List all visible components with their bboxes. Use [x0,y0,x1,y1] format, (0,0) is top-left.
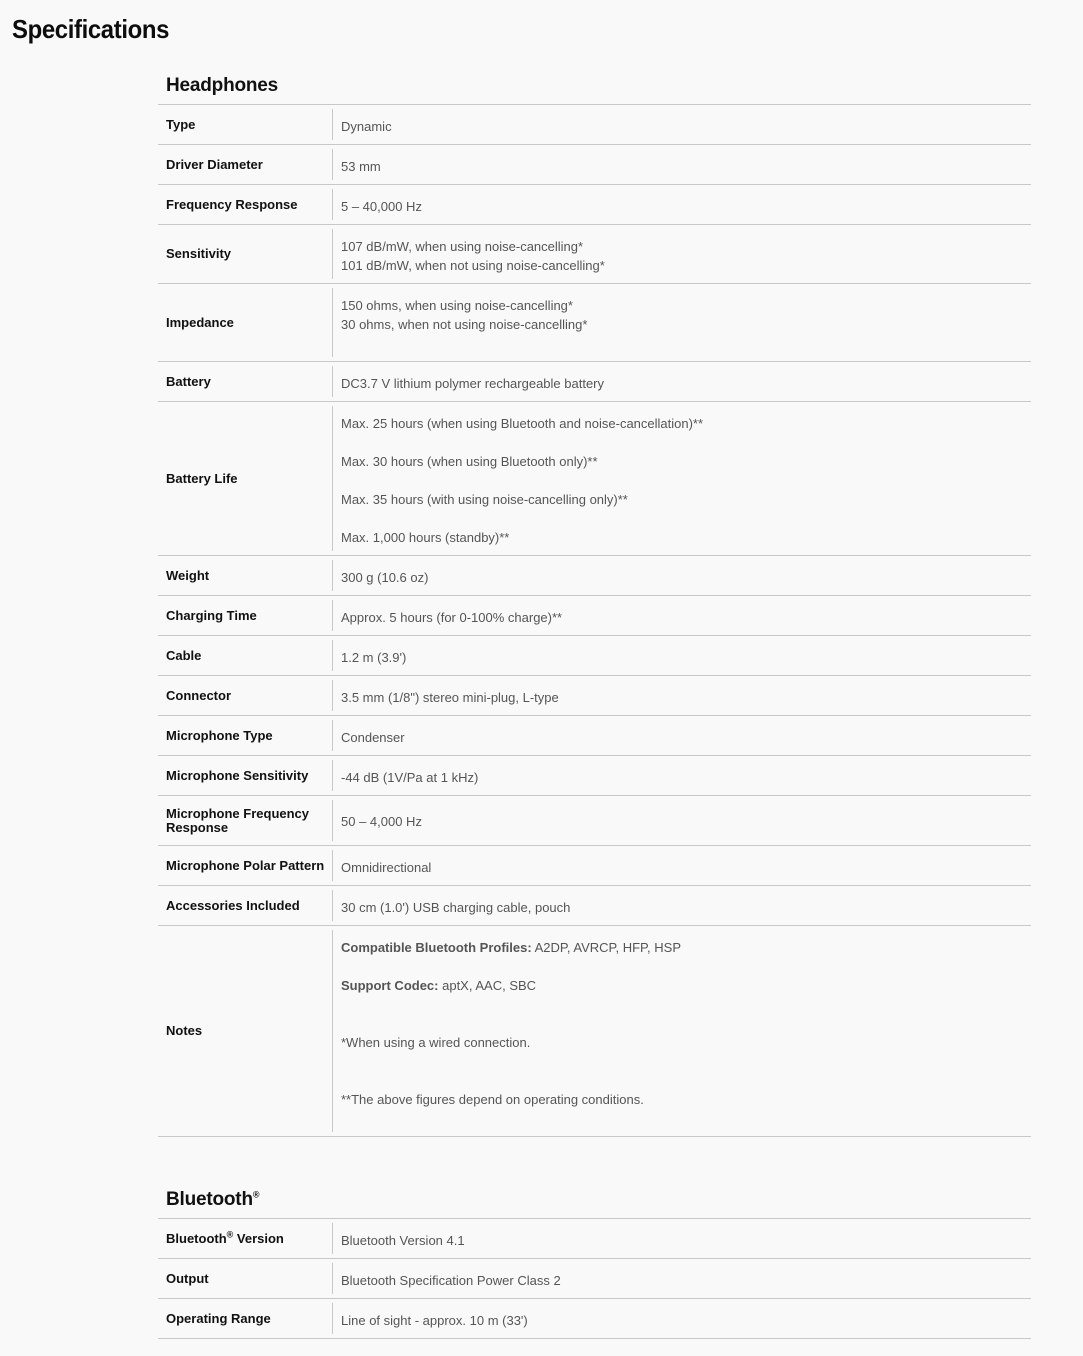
spec-label: Microphone Sensitivity [158,756,333,795]
spec-row-type [158,105,1031,145]
spec-value-line: Max. 25 hours (when using Bluetooth and noise-cancellation)** [341,416,704,431]
spec-value: -44 dB (1V/Pa at 1 kHz) [341,770,479,785]
spec-value: 3.5 mm (1/8") stereo mini-plug, L-type [341,690,559,705]
spec-row-microphone-frequency-response [158,796,1031,846]
spec-value: 30 cm (1.0') USB charging cable, pouch [341,900,571,915]
spec-row-weight [158,556,1031,596]
spec-row-output [158,1259,1031,1299]
spec-label: Battery Life [158,402,333,555]
spec-row-microphone-type [158,716,1031,756]
spec-value: Line of sight - approx. 10 m (33') [341,1313,528,1328]
registered-mark: ® [226,1229,234,1240]
notes-codec-value: aptX, AAC, SBC [438,978,537,993]
spec-value: Bluetooth Specification Power Class 2 [341,1273,561,1288]
notes-profiles-value: A2DP, AVRCP, HFP, HSP [531,940,682,955]
spec-label: Type [158,105,333,144]
section-title-bluetooth [158,1186,1031,1219]
spec-row-charging-time [158,596,1031,636]
spec-value-line: Max. 35 hours (with using noise-cancelling only)** [341,492,628,507]
bluetooth-section [158,1186,1031,1339]
spec-value: Dynamic [341,119,392,134]
spec-row-cable [158,636,1031,676]
spec-label: Impedance [158,284,333,361]
spec-row-driver-diameter [158,145,1031,185]
spec-label: Cable [158,636,333,675]
spec-value-line: 30 ohms, when not using noise-cancelling* [341,317,588,332]
spec-value: 5 – 40,000 Hz [341,199,422,214]
spec-label-text: Bluetooth [166,1230,227,1246]
spec-row-connector [158,676,1031,716]
spec-row-impedance [158,284,1031,362]
spec-value [333,284,1031,361]
spec-row-notes [158,926,1031,1137]
spec-row-accessories-included [158,886,1031,926]
spec-value-line: Max. 30 hours (when using Bluetooth only)** [341,454,598,469]
spec-value-line: 150 ohms, when using noise-cancelling* [341,298,573,313]
notes-footnote-conditions: **The above figures depend on operating conditions. [341,1092,644,1107]
notes-footnote-wired: *When using a wired connection. [341,1035,531,1050]
spec-label: Accessories Included [158,886,333,925]
spec-label [158,1219,333,1258]
spec-value-line: 101 dB/mW, when not using noise-cancelling* [341,258,605,273]
spec-label: Microphone Polar Pattern [158,846,333,885]
spec-label: Notes [158,926,333,1136]
spec-value: Bluetooth Version 4.1 [341,1233,465,1248]
spec-value: 300 g (10.6 oz) [341,570,429,585]
notes-codec-label: Support Codec: [341,978,439,993]
page-title: Specifications [12,14,170,44]
spec-row-operating-range [158,1299,1031,1339]
spec-label: Battery [158,362,333,401]
registered-mark: ® [252,1189,260,1200]
section-title-headphones: Headphones [158,72,1031,105]
spec-value-line: 107 dB/mW, when using noise-cancelling* [341,239,584,254]
spec-value: 1.2 m (3.9') [341,650,407,665]
spec-value [333,225,1031,283]
spec-row-microphone-sensitivity [158,756,1031,796]
notes-codec [341,976,1023,995]
spec-value [333,402,1031,555]
spec-value [333,926,1031,1136]
spec-row-microphone-polar-pattern [158,846,1031,886]
spec-label: Operating Range [158,1299,333,1338]
spec-row-battery [158,362,1031,402]
headphones-section [158,72,1031,1137]
spec-label: Charging Time [158,596,333,635]
spec-row-sensitivity [158,225,1031,284]
spec-label: Driver Diameter [158,145,333,184]
spec-row-frequency-response [158,185,1031,225]
spec-value: Omnidirectional [341,860,432,875]
spec-label: Microphone Frequency Response [158,796,333,845]
spec-row-battery-life [158,402,1031,556]
notes-profiles [341,938,1023,957]
spec-value: DC3.7 V lithium polymer rechargeable battery [341,376,605,391]
spec-value: Approx. 5 hours (for 0-100% charge)** [341,610,563,625]
spec-label: Sensitivity [158,225,333,283]
spec-label: Frequency Response [158,185,333,224]
spec-label: Output [158,1259,333,1298]
spec-label-text-rest: Version [233,1230,284,1246]
spec-label: Weight [158,556,333,595]
spec-label: Connector [158,676,333,715]
spec-label: Microphone Type [158,716,333,755]
spec-value: Condenser [341,730,405,745]
notes-profiles-label: Compatible Bluetooth Profiles: [341,940,532,955]
section-title-text: Bluetooth [166,1189,253,1210]
spec-value-line: Max. 1,000 hours (standby)** [341,530,510,545]
spec-value: 53 mm [341,159,381,174]
spec-row-bluetooth-version [158,1219,1031,1259]
spec-value: 50 – 4,000 Hz [341,814,422,829]
